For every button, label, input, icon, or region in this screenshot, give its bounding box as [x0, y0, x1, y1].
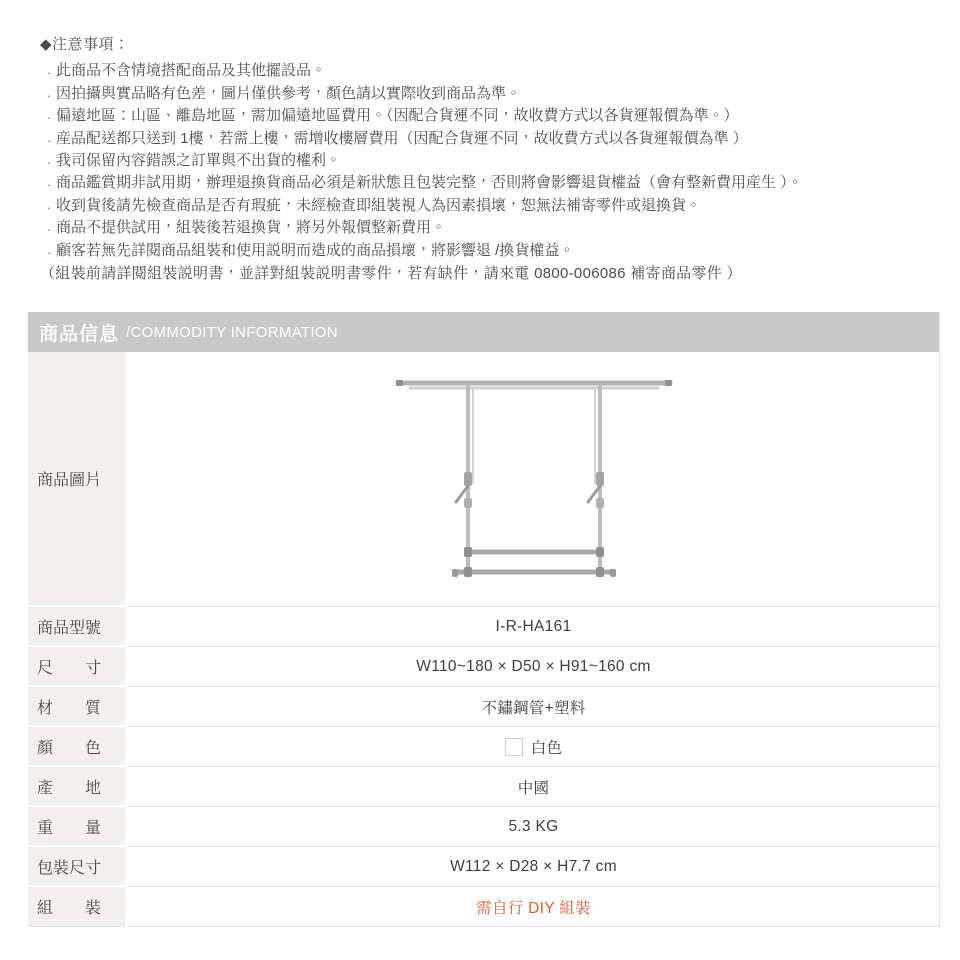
notice-footer: （組裝前請詳閱組裝説明書，並詳對組裝説明書零件，若有缺件，請來電 0800-006086 補寄商品零件 ）	[40, 265, 742, 283]
row-label: 材 質	[28, 687, 128, 727]
notice-item-text: 此商品不含情境搭配商品及其他擺設品。	[56, 62, 327, 80]
notice-item-text: 商品不提供試用，組裝後若退換貨，將另外報價整新費用。	[56, 219, 447, 237]
product-image-cell	[128, 352, 939, 607]
notice-list	[40, 60, 940, 262]
row-label: 組 裝	[28, 887, 128, 927]
row-label: 顏 色	[28, 727, 128, 767]
bullet-icon: ·	[46, 199, 52, 215]
row-label: 商品型號	[28, 607, 128, 647]
bullet-icon: ·	[46, 132, 52, 148]
table-row-material	[28, 687, 939, 727]
notice-item	[40, 217, 940, 239]
drying-rack-image	[394, 374, 674, 584]
notice-item	[40, 172, 940, 194]
notice-item-text: 因拍攝與實品略有色差，圖片僅供參考，顏色請以實際收到商品為準。	[56, 84, 522, 102]
table-row-origin	[28, 767, 939, 807]
notice-item	[40, 150, 940, 172]
table-row-size	[28, 647, 939, 687]
row-value: 需自行 DIY 組裝	[128, 887, 939, 927]
notice-section	[0, 0, 960, 285]
row-value	[128, 727, 939, 767]
row-label: 產 地	[28, 767, 128, 807]
row-label: 商品圖片	[28, 352, 128, 607]
bullet-icon: ·	[46, 65, 52, 81]
bullet-icon: ·	[46, 110, 52, 126]
table-title-en: /COMMODITY INFORMATION	[126, 323, 338, 341]
table-row-color	[28, 727, 939, 767]
bullet-icon: ·	[46, 87, 52, 103]
row-value: 中國	[128, 767, 939, 807]
row-label: 重 量	[28, 807, 128, 847]
table-row-product-image	[28, 352, 939, 607]
white-color-swatch	[505, 738, 523, 756]
bullet-icon: ·	[46, 155, 52, 171]
row-value: W110~180 × D50 × H91~160 cm	[128, 647, 939, 687]
notice-item	[40, 128, 940, 150]
notice-item	[40, 105, 940, 127]
notice-item	[40, 83, 940, 105]
notice-item	[40, 60, 940, 82]
bullet-icon: ·	[46, 222, 52, 238]
bullet-icon: ·	[46, 244, 52, 260]
bullet-icon: ·	[46, 177, 52, 193]
notice-item-text: 我司保留內容錯誤之訂單與不出貨的權利。	[56, 152, 342, 170]
table-row-package-size	[28, 847, 939, 887]
table-header	[28, 312, 939, 352]
notice-item-text: 偏遠地區：山區、離島地區，需加偏遠地區費用。（因配合貨運不同，故收費方式以各貨運報價為準。）	[56, 107, 739, 125]
table-row-assembly	[28, 887, 939, 927]
notice-item-text: 收到貨後請先檢查商品是否有瑕疵，未經檢查即組裝視人為因素損壞，恕無法補寄零件或退換貨。	[56, 196, 702, 214]
commodity-info-table	[28, 312, 940, 927]
table-row-model	[28, 607, 939, 647]
row-label: 包裝尺寸	[28, 847, 128, 887]
row-value: W112 × D28 × H7.7 cm	[128, 847, 939, 887]
notice-item	[40, 195, 940, 217]
notice-title: ◆注意事項：	[40, 36, 130, 53]
row-value: 不鏽鋼管+塑料	[128, 687, 939, 727]
row-value: I-R-HA161	[128, 607, 939, 647]
row-value: 5.3 KG	[128, 807, 939, 847]
notice-item-text: 産品配送都只送到 1樓，若需上樓，需增收樓層費用（因配合貨運不同，故收費方式以各貨運報價為準 ）	[56, 129, 748, 147]
table-title-zh: 商品信息	[39, 323, 120, 345]
table-row-weight	[28, 807, 939, 847]
notice-item-text: 顧客若無先詳閱商品組裝和使用説明而造成的商品損壞，將影響退 /換貨權益。	[56, 241, 575, 259]
notice-item-text: 商品鑑賞期非試用期，辦理退換貨商品必須是新狀態且包裝完整，否則將會影響退貨權益（會有整新費用産生 ）。	[56, 174, 803, 192]
color-name: 白色	[530, 739, 563, 757]
row-label: 尺 寸	[28, 647, 128, 687]
notice-item	[40, 240, 940, 262]
